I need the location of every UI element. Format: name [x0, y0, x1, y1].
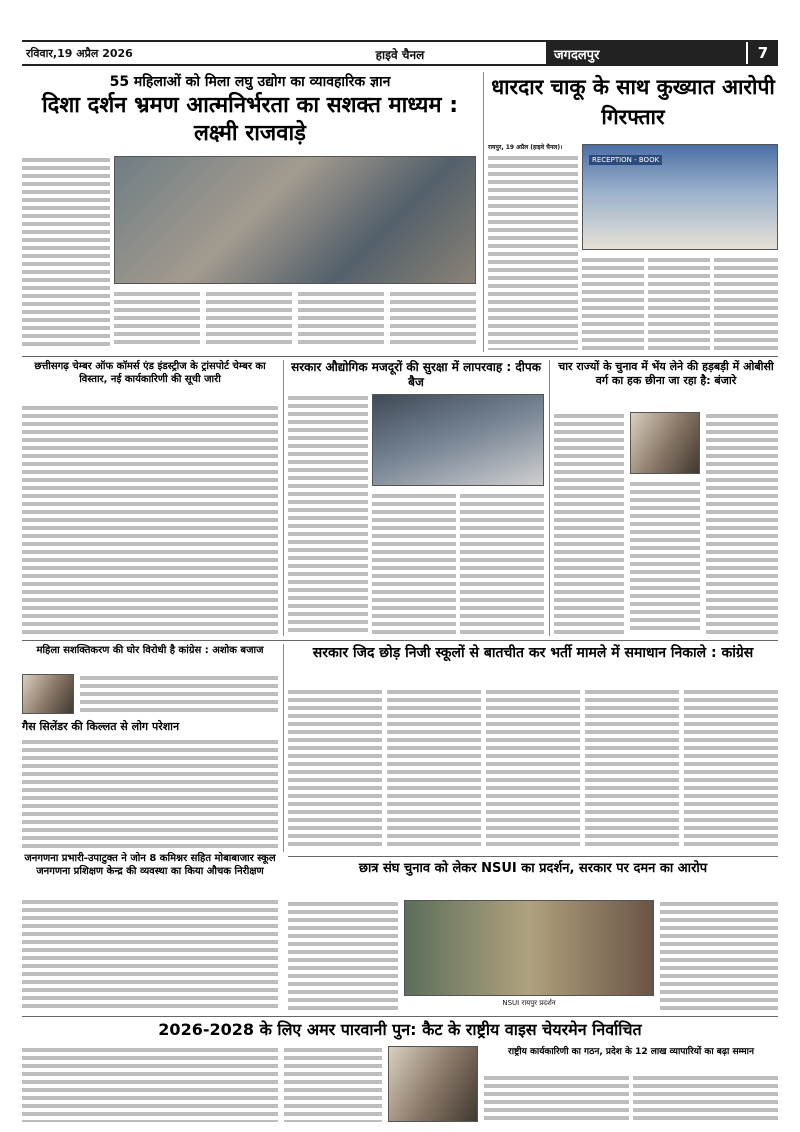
- story-headline: सरकार जिद छोड़ निजी स्कूलों से बातचीत कर भर्ती मामले में समाधान निकाले : कांग्रेस: [312, 645, 754, 661]
- body-column: [22, 898, 278, 1010]
- section-rule: [22, 356, 778, 357]
- body-column: [714, 256, 778, 350]
- body-column: [288, 900, 398, 1010]
- story-women-tour: [22, 72, 478, 352]
- body-column: [630, 480, 700, 634]
- issue-date: रविवार,19 अप्रैल 2026: [26, 47, 133, 60]
- body-column: [633, 1074, 778, 1122]
- story-knife-arrest: [488, 72, 778, 352]
- body-column: [22, 1046, 278, 1122]
- section-rule: [288, 856, 778, 857]
- column-rule: [283, 644, 284, 852]
- story-headline: चार राज्यों के चुनाव में भेंय लेने की हड़बड़ी में ओबीसी वर्ग का हक छीना जा रहा है: बंजारे: [558, 360, 774, 387]
- body-column: [684, 688, 778, 850]
- story-byline: रायपुर, 19 अप्रैल (हाइवे चैनल)।: [488, 144, 563, 151]
- portrait-photo: [388, 1046, 478, 1122]
- body-column: [706, 412, 778, 634]
- story-chamber-commerce: [22, 360, 278, 636]
- story-headline: गैस सिलेंडर की किल्लत से लोग परेशान: [22, 720, 180, 733]
- portrait-photo: [22, 674, 74, 714]
- page-header: [22, 40, 778, 66]
- body-column: [648, 256, 710, 350]
- body-column: [22, 404, 278, 636]
- body-column: [488, 154, 578, 350]
- body-column: [554, 412, 624, 634]
- body-column: [288, 688, 382, 850]
- body-column: [114, 290, 200, 348]
- story-photo: [404, 900, 654, 996]
- story-headline: जनगणना प्रभारी-उपाटुक्त ने जोन 8 कमिश्नर सहित मोबाबाजार स्कूल जनगणना प्रशिक्षण केन्द्र की व्यवस्था का किया औचक निरीक्षण: [24, 853, 276, 877]
- story-obc-rights: [554, 360, 778, 636]
- photo-caption: NSUI रायपुर प्रदर्शन: [502, 999, 556, 1007]
- section-rule: [22, 640, 778, 641]
- story-photo: [372, 394, 544, 486]
- body-column: [660, 900, 778, 1010]
- story-subhead: राष्ट्रीय कार्यकारिणी का गठन, प्रदेश के 12 लाख व्यापारियों का बढ़ा सम्मान: [508, 1047, 754, 1057]
- section-rule: [22, 1016, 778, 1017]
- body-column: [80, 674, 278, 714]
- story-cait-election: [22, 1020, 778, 1124]
- story-kicker: 55 महिलाओं को मिला लघु उद्योग का व्यावहारिक ज्ञान: [109, 74, 391, 90]
- paper-name: हाइवे चैनल: [375, 48, 425, 62]
- story-photo: [582, 144, 778, 250]
- body-column: [284, 1046, 382, 1122]
- story-census-inspection: [22, 852, 278, 1012]
- story-headline: दिशा दर्शन भ्रमण आत्मनिर्भरता का सशक्त माध्यम : लक्ष्मी राजवाड़े: [41, 93, 459, 146]
- body-column: [288, 394, 368, 634]
- story-headline: धारदार चाकू के साथ कुख्यात आरोपी गिरफ्तार: [491, 75, 775, 129]
- body-column: [460, 492, 544, 634]
- body-column: [486, 688, 580, 850]
- body-column: [390, 290, 476, 348]
- story-gas-cylinder: [22, 720, 278, 848]
- body-column: [372, 492, 456, 634]
- story-headline: 2026-2028 के लिए अमर पारवानी पुन: कैट के राष्ट्रीय वाइस चेयरमेन निर्वाचित: [158, 1020, 642, 1039]
- portrait-photo: [630, 412, 700, 474]
- body-column: [582, 256, 644, 350]
- story-industrial-workers: [288, 360, 544, 636]
- story-headline: छत्तीसगढ़ चेम्बर ऑफ कॉमर्स एंड इंडस्ट्रीज के ट्रांसपोर्ट चेम्बर का विस्तार, नई कार्यकारिणी की सूची जारी: [34, 361, 266, 385]
- page-number: 7: [748, 42, 778, 64]
- story-headline: छात्र संघ चुनाव को लेकर NSUI का प्रदर्शन, सरकार पर दमन का आरोप: [358, 861, 708, 876]
- story-nsui: [288, 860, 778, 1012]
- body-column: [298, 290, 384, 348]
- story-headline: महिला सशक्तिकरण की घोर विरोधी है कांग्रेस : अशोक बजाज: [36, 645, 264, 656]
- story-women-empowerment: [22, 644, 278, 714]
- body-column: [387, 688, 481, 850]
- body-column: [484, 1074, 629, 1122]
- body-column: [585, 688, 679, 850]
- column-rule: [483, 72, 484, 352]
- story-photo: [114, 156, 476, 284]
- story-private-schools: [288, 644, 778, 852]
- edition-city: जगदलपुर: [546, 42, 746, 64]
- body-column: [22, 156, 110, 348]
- body-column: [206, 290, 292, 348]
- story-headline: सरकार औद्योगिक मजदूरों की सुरक्षा में लापरवाह : दीपक बैज: [291, 360, 541, 389]
- body-column: [22, 738, 278, 848]
- photo-caption: RECEPTION - BOOK: [589, 155, 662, 165]
- column-rule: [549, 360, 550, 636]
- column-rule: [283, 360, 284, 636]
